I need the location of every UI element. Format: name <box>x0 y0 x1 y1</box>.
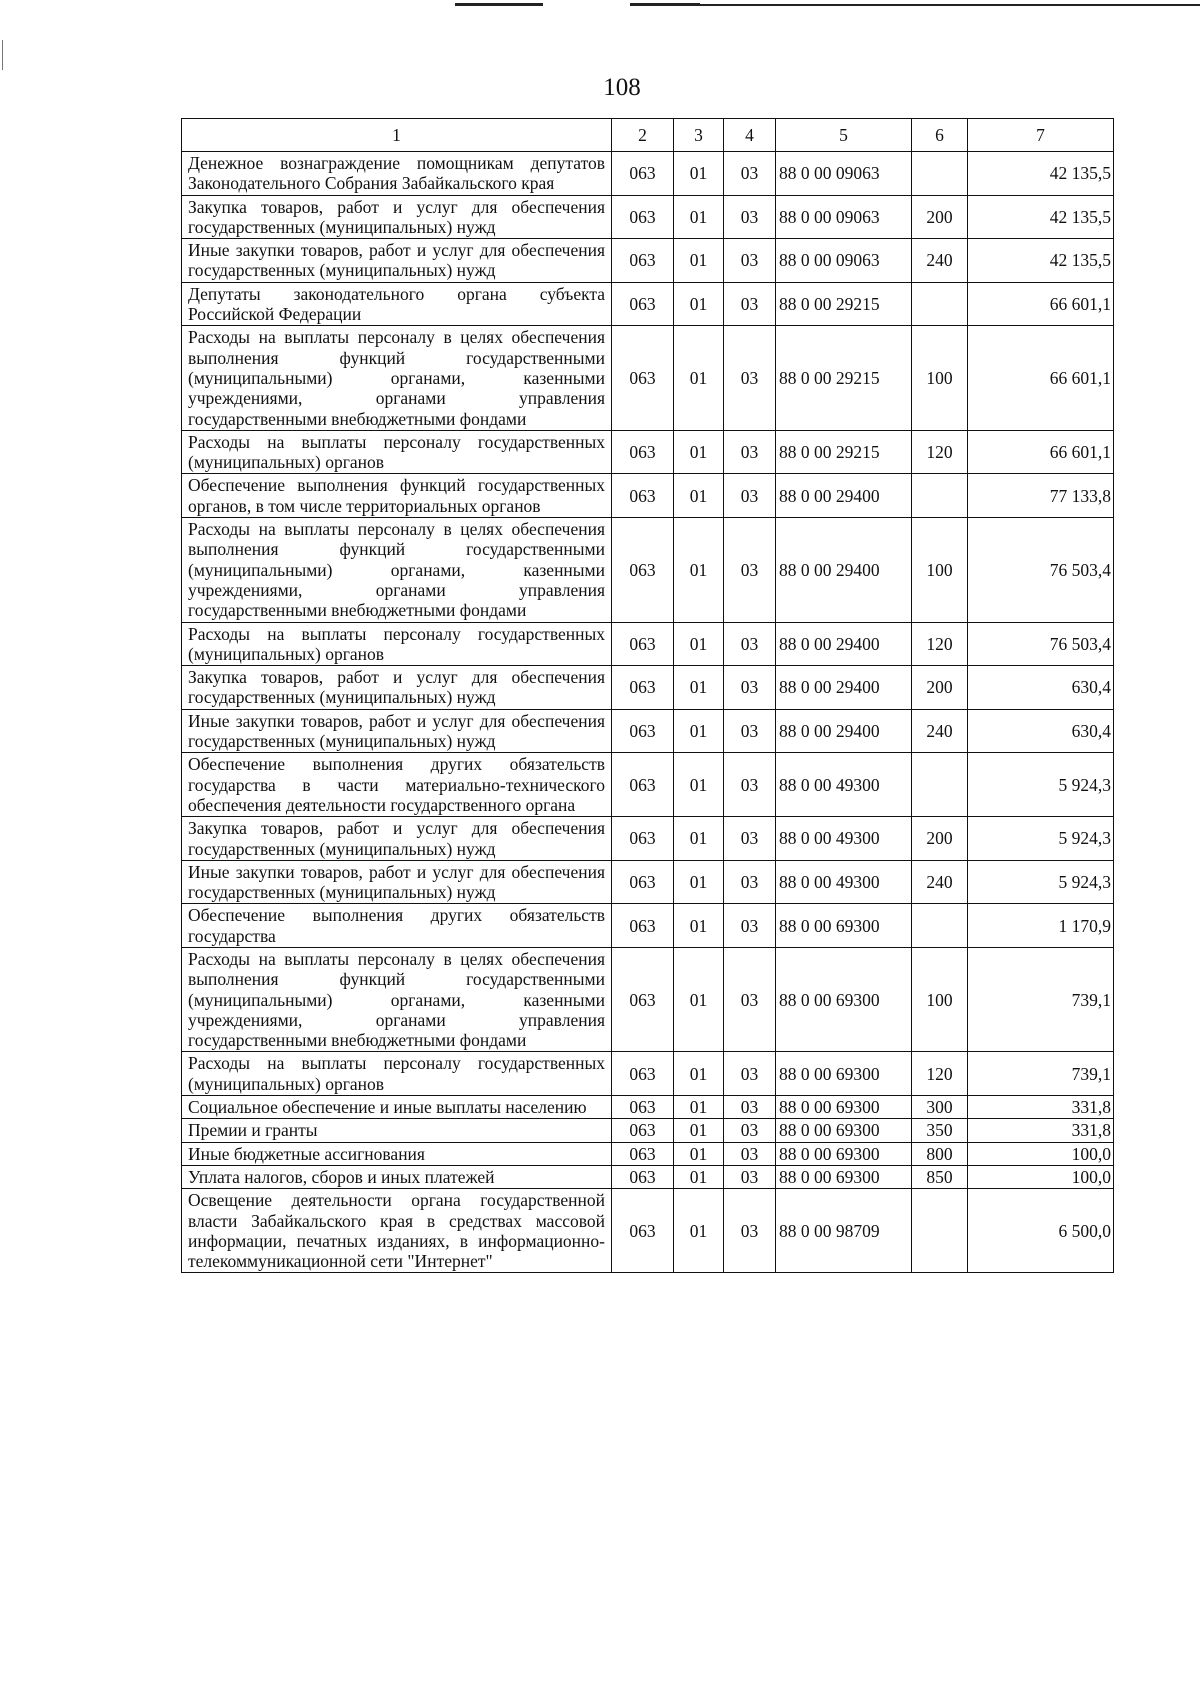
admin-code: 063 <box>612 430 674 474</box>
amount: 6 500,0 <box>968 1189 1114 1273</box>
subsection-code: 03 <box>724 709 776 753</box>
amount: 100,0 <box>968 1142 1114 1165</box>
target-code: 88 0 00 29400 <box>776 622 912 666</box>
amount: 77 133,8 <box>968 474 1114 518</box>
section-code: 01 <box>674 1119 724 1142</box>
admin-code: 063 <box>612 282 674 326</box>
section-code: 01 <box>674 1189 724 1273</box>
expense-type-code: 350 <box>912 1119 968 1142</box>
table-row <box>182 1189 1114 1273</box>
subsection-code: 03 <box>724 1052 776 1096</box>
section-code: 01 <box>674 282 724 326</box>
target-code: 88 0 00 69300 <box>776 904 912 948</box>
subsection-code: 03 <box>724 947 776 1051</box>
section-code: 01 <box>674 947 724 1051</box>
target-code: 88 0 00 29215 <box>776 282 912 326</box>
budget-table <box>181 118 1114 1273</box>
subsection-code: 03 <box>724 817 776 861</box>
subsection-code: 03 <box>724 239 776 283</box>
admin-code: 063 <box>612 709 674 753</box>
section-code: 01 <box>674 753 724 817</box>
admin-code: 063 <box>612 947 674 1051</box>
subsection-code: 03 <box>724 1096 776 1119</box>
section-code: 01 <box>674 474 724 518</box>
admin-code: 063 <box>612 1119 674 1142</box>
admin-code: 063 <box>612 239 674 283</box>
amount: 76 503,4 <box>968 622 1114 666</box>
column-header: 1 <box>182 119 612 152</box>
target-code: 88 0 00 69300 <box>776 1142 912 1165</box>
amount: 331,8 <box>968 1119 1114 1142</box>
target-code: 88 0 00 49300 <box>776 817 912 861</box>
target-code: 88 0 00 29400 <box>776 709 912 753</box>
table-row <box>182 904 1114 948</box>
expense-name: Иные бюджетные ассигнования <box>182 1142 612 1165</box>
target-code: 88 0 00 29400 <box>776 518 912 622</box>
amount: 630,4 <box>968 709 1114 753</box>
expense-type-code <box>912 474 968 518</box>
table-row <box>182 474 1114 518</box>
expense-type-code: 200 <box>912 666 968 710</box>
expense-type-code: 120 <box>912 1052 968 1096</box>
target-code: 88 0 00 69300 <box>776 1096 912 1119</box>
table-row <box>182 518 1114 622</box>
section-code: 01 <box>674 709 724 753</box>
section-code: 01 <box>674 1165 724 1188</box>
amount: 331,8 <box>968 1096 1114 1119</box>
section-code: 01 <box>674 1096 724 1119</box>
scan-edge <box>0 0 1200 10</box>
expense-name: Депутаты законодательного органа субъекта Российской Федерации <box>182 282 612 326</box>
expense-type-code: 200 <box>912 195 968 239</box>
amount: 5 924,3 <box>968 860 1114 904</box>
expense-type-code <box>912 152 968 196</box>
admin-code: 063 <box>612 1096 674 1119</box>
amount: 5 924,3 <box>968 753 1114 817</box>
column-header: 2 <box>612 119 674 152</box>
table-row <box>182 152 1114 196</box>
table-row <box>182 239 1114 283</box>
expense-name: Закупка товаров, работ и услуг для обеспечения государственных (муниципальных) нужд <box>182 817 612 861</box>
target-code: 88 0 00 69300 <box>776 1165 912 1188</box>
subsection-code: 03 <box>724 1119 776 1142</box>
expense-name: Премии и гранты <box>182 1119 612 1142</box>
expense-name: Расходы на выплаты персоналу государственных (муниципальных) органов <box>182 430 612 474</box>
amount: 76 503,4 <box>968 518 1114 622</box>
expense-name: Иные закупки товаров, работ и услуг для обеспечения государственных (муниципальных) нужд <box>182 709 612 753</box>
admin-code: 063 <box>612 1052 674 1096</box>
table-row <box>182 947 1114 1051</box>
subsection-code: 03 <box>724 1189 776 1273</box>
section-code: 01 <box>674 904 724 948</box>
expense-type-code <box>912 282 968 326</box>
expense-name: Освещение деятельности органа государственной власти Забайкальского края в средствах массовой информации, печатных изданиях, в информационно-телекоммуникационной сети "Интернет" <box>182 1189 612 1273</box>
subsection-code: 03 <box>724 1142 776 1165</box>
table-row <box>182 282 1114 326</box>
admin-code: 063 <box>612 474 674 518</box>
target-code: 88 0 00 29400 <box>776 666 912 710</box>
expense-type-code: 300 <box>912 1096 968 1119</box>
subsection-code: 03 <box>724 474 776 518</box>
target-code: 88 0 00 29400 <box>776 474 912 518</box>
amount: 66 601,1 <box>968 326 1114 430</box>
amount: 66 601,1 <box>968 282 1114 326</box>
section-code: 01 <box>674 195 724 239</box>
subsection-code: 03 <box>724 195 776 239</box>
table-row <box>182 753 1114 817</box>
section-code: 01 <box>674 152 724 196</box>
expense-name: Закупка товаров, работ и услуг для обеспечения государственных (муниципальных) нужд <box>182 666 612 710</box>
table-row <box>182 1096 1114 1119</box>
target-code: 88 0 00 69300 <box>776 947 912 1051</box>
column-header: 7 <box>968 119 1114 152</box>
subsection-code: 03 <box>724 326 776 430</box>
table-row <box>182 1142 1114 1165</box>
section-code: 01 <box>674 1142 724 1165</box>
table-row <box>182 1052 1114 1096</box>
amount: 1 170,9 <box>968 904 1114 948</box>
expense-type-code: 240 <box>912 239 968 283</box>
expense-type-code <box>912 1189 968 1273</box>
admin-code: 063 <box>612 1142 674 1165</box>
target-code: 88 0 00 29215 <box>776 430 912 474</box>
expense-type-code: 100 <box>912 518 968 622</box>
table-row <box>182 1165 1114 1188</box>
section-code: 01 <box>674 518 724 622</box>
table-body <box>182 119 1114 1273</box>
amount: 42 135,5 <box>968 239 1114 283</box>
amount: 100,0 <box>968 1165 1114 1188</box>
expense-name: Денежное вознаграждение помощникам депутатов Законодательного Собрания Забайкальского края <box>182 152 612 196</box>
target-code: 88 0 00 49300 <box>776 753 912 817</box>
amount: 5 924,3 <box>968 817 1114 861</box>
admin-code: 063 <box>612 904 674 948</box>
expense-type-code: 200 <box>912 817 968 861</box>
column-header: 3 <box>674 119 724 152</box>
expense-name: Расходы на выплаты персоналу государственных (муниципальных) органов <box>182 622 612 666</box>
page-number: 108 <box>603 74 641 101</box>
expense-type-code: 850 <box>912 1165 968 1188</box>
subsection-code: 03 <box>724 860 776 904</box>
section-code: 01 <box>674 622 724 666</box>
subsection-code: 03 <box>724 518 776 622</box>
amount: 42 135,5 <box>968 195 1114 239</box>
admin-code: 063 <box>612 666 674 710</box>
expense-type-code: 240 <box>912 709 968 753</box>
amount: 66 601,1 <box>968 430 1114 474</box>
section-code: 01 <box>674 817 724 861</box>
subsection-code: 03 <box>724 152 776 196</box>
target-code: 88 0 00 98709 <box>776 1189 912 1273</box>
expense-name: Обеспечение выполнения функций государственных органов, в том числе территориальных органов <box>182 474 612 518</box>
column-header: 4 <box>724 119 776 152</box>
admin-code: 063 <box>612 518 674 622</box>
admin-code: 063 <box>612 1189 674 1273</box>
expense-name: Расходы на выплаты персоналу в целях обеспечения выполнения функций государственными (муниципальными) органами, казенными учреждениями, органами управления государственными внебюджетными фондами <box>182 326 612 430</box>
amount: 739,1 <box>968 947 1114 1051</box>
expense-type-code: 120 <box>912 622 968 666</box>
expense-name: Уплата налогов, сборов и иных платежей <box>182 1165 612 1188</box>
table-row <box>182 622 1114 666</box>
expense-type-code <box>912 753 968 817</box>
table-row <box>182 817 1114 861</box>
amount: 630,4 <box>968 666 1114 710</box>
section-code: 01 <box>674 239 724 283</box>
expense-type-code: 240 <box>912 860 968 904</box>
target-code: 88 0 00 69300 <box>776 1119 912 1142</box>
section-code: 01 <box>674 666 724 710</box>
scan-mark <box>455 3 543 6</box>
expense-name: Иные закупки товаров, работ и услуг для обеспечения государственных (муниципальных) нужд <box>182 860 612 904</box>
amount: 739,1 <box>968 1052 1114 1096</box>
subsection-code: 03 <box>724 430 776 474</box>
amount: 42 135,5 <box>968 152 1114 196</box>
subsection-code: 03 <box>724 622 776 666</box>
admin-code: 063 <box>612 817 674 861</box>
target-code: 88 0 00 69300 <box>776 1052 912 1096</box>
section-code: 01 <box>674 1052 724 1096</box>
column-header: 6 <box>912 119 968 152</box>
target-code: 88 0 00 09063 <box>776 195 912 239</box>
expense-name: Закупка товаров, работ и услуг для обеспечения государственных (муниципальных) нужд <box>182 195 612 239</box>
subsection-code: 03 <box>724 666 776 710</box>
table-row <box>182 430 1114 474</box>
table-row <box>182 860 1114 904</box>
admin-code: 063 <box>612 753 674 817</box>
target-code: 88 0 00 09063 <box>776 239 912 283</box>
expense-name: Расходы на выплаты персоналу в целях обеспечения выполнения функций государственными (муниципальными) органами, казенными учреждениями, органами управления государственными внебюджетными фондами <box>182 947 612 1051</box>
subsection-code: 03 <box>724 1165 776 1188</box>
target-code: 88 0 00 09063 <box>776 152 912 196</box>
scan-edge-left <box>2 40 3 70</box>
subsection-code: 03 <box>724 753 776 817</box>
expense-type-code: 800 <box>912 1142 968 1165</box>
target-code: 88 0 00 49300 <box>776 860 912 904</box>
target-code: 88 0 00 29215 <box>776 326 912 430</box>
table-row <box>182 666 1114 710</box>
scan-mark <box>700 4 1200 6</box>
scan-mark <box>630 3 700 6</box>
expense-name: Расходы на выплаты персоналу в целях обеспечения выполнения функций государственными (муниципальными) органами, казенными учреждениями, органами управления государственными внебюджетными фондами <box>182 518 612 622</box>
expense-name: Обеспечение выполнения других обязательств государства в части материально-технического обеспечения деятельности государственного органа <box>182 753 612 817</box>
section-code: 01 <box>674 860 724 904</box>
admin-code: 063 <box>612 195 674 239</box>
table-row <box>182 326 1114 430</box>
table-row <box>182 1119 1114 1142</box>
admin-code: 063 <box>612 326 674 430</box>
admin-code: 063 <box>612 622 674 666</box>
expense-name: Иные закупки товаров, работ и услуг для обеспечения государственных (муниципальных) нужд <box>182 239 612 283</box>
expense-name: Расходы на выплаты персоналу государственных (муниципальных) органов <box>182 1052 612 1096</box>
header-row <box>182 119 1114 152</box>
admin-code: 063 <box>612 1165 674 1188</box>
admin-code: 063 <box>612 860 674 904</box>
expense-type-code: 120 <box>912 430 968 474</box>
expense-name: Обеспечение выполнения других обязательств государства <box>182 904 612 948</box>
admin-code: 063 <box>612 152 674 196</box>
column-header: 5 <box>776 119 912 152</box>
section-code: 01 <box>674 326 724 430</box>
subsection-code: 03 <box>724 282 776 326</box>
expense-type-code <box>912 904 968 948</box>
table-row <box>182 195 1114 239</box>
subsection-code: 03 <box>724 904 776 948</box>
section-code: 01 <box>674 430 724 474</box>
expense-type-code: 100 <box>912 326 968 430</box>
expense-type-code: 100 <box>912 947 968 1051</box>
table-row <box>182 709 1114 753</box>
expense-name: Социальное обеспечение и иные выплаты населению <box>182 1096 612 1119</box>
